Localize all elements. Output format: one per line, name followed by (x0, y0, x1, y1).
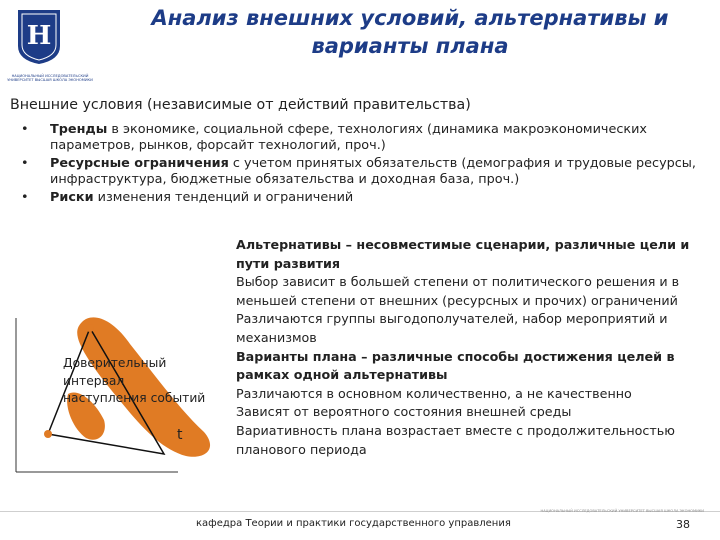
bullet-text: изменения тенденций и ограничений (93, 190, 354, 206)
footer-university-text: НАЦИОНАЛЬНЫЙ ИССЛЕДОВАТЕЛЬСКИЙ УНИВЕРСИТЕТ ВЫСШАЯ ШКОЛА ЭКОНОМИКИ (540, 509, 704, 513)
alt-paragraph: Выбор зависит в большей степени от политического решения и в меньшей степени от внешних (ресурсных и прочих) ограничений (236, 274, 680, 308)
title-line-2: варианты плана (311, 34, 509, 58)
alt-paragraph: Вариативность плана возрастает вместе с продолжительностью планового периода (236, 422, 675, 457)
alt-paragraph: Различаются в основном количественно, а не качественно (236, 385, 632, 401)
upper-point (86, 324, 94, 332)
alt-paragraph: Различаются группы выгодополучателей, набор мероприятий и механизмов (236, 311, 668, 345)
logo-caption: НАЦИОНАЛЬНЫЙ ИССЛЕДОВАТЕЛЬСКИЙ УНИВЕРСИТЕТ ВЫСШАЯ ШКОЛА ЭКОНОМИКИ (7, 74, 93, 83)
page-number: 38 (676, 518, 690, 531)
bullet-icon: • (21, 190, 29, 206)
slide-title (110, 4, 710, 60)
time-axis-label: t (177, 427, 183, 443)
list-item (10, 190, 712, 206)
confidence-interval-label: Доверительный интервал наступления событий (63, 356, 206, 405)
list-item (10, 122, 712, 153)
lower-point (72, 410, 80, 418)
alt-paragraph: Варианты плана – различные способы достижения целей в рамках одной альтернативы (236, 348, 675, 383)
title-line-1: Анализ внешних условий, альтернативы и (151, 6, 669, 30)
bullet-text: в экономике, социальной сфере, технологиях (динамика макроэкономических параметров, рынков, форсайт технологий, проч.) (50, 122, 647, 153)
bullet-term: Ресурсные ограничения (50, 156, 229, 172)
footer-department: кафедра Теории и практики государственного управления (196, 518, 511, 529)
external-conditions-list (10, 122, 712, 209)
alternatives-text (236, 236, 706, 459)
hse-logo (14, 6, 64, 66)
bullet-term: Тренды (50, 122, 108, 137)
bullet-icon: • (21, 122, 29, 137)
bullet-icon: • (21, 156, 29, 172)
start-point (44, 430, 52, 438)
bullet-term: Риски (50, 190, 94, 206)
bullet-text: с учетом принятых обязательств (демография и трудовые ресурсы, инфраструктура, бюджетные обязательства и доходная база, проч.) (50, 156, 696, 187)
svg-text:Н: Н (26, 21, 52, 51)
alt-paragraph: Альтернативы – несовместимые сценарии, различные цели и пути развития (236, 237, 690, 271)
external-conditions-heading: Внешние условия (независимые от действий правительства) (10, 97, 471, 113)
alt-paragraph: Зависят от вероятного состояния внешней среды (236, 404, 572, 420)
list-item (10, 156, 712, 187)
